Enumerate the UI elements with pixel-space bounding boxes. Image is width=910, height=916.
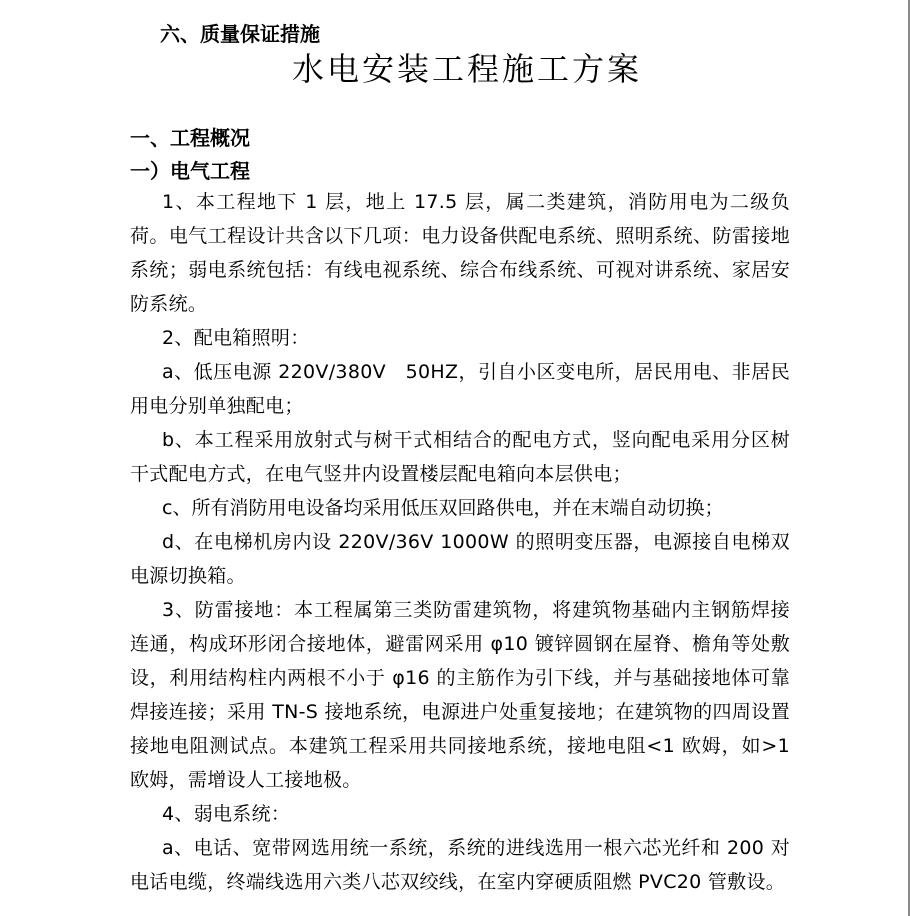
paragraph-distribution-heading: 2、配电箱照明： (162, 327, 310, 349)
paragraph-project-scope: 1、本工程地下 1 层，地上 17.5 层，属二类建筑，消防用电为二级负荷。电气工程设计共含以下几项：电力设备供配电系统、照明系统、防雷接地系统；弱电系统包括：有线电视系统、综合布线系统、可视对讲系统、家居安防系统。 (130, 191, 790, 315)
document-title: 水电安装工程施工方案 (291, 50, 642, 88)
paragraph-fire-power-supply: c、所有消防用电设备均采用低压双回路供电，并在末端自动切换； (162, 497, 724, 519)
paragraph-distribution-mode: b、本工程采用放射式与树干式相结合的配电方式，竖向配电采用分区树干式配电方式，在电气竖井内设置楼层配电箱向本层供电； (130, 429, 790, 485)
document-body (130, 185, 790, 899)
section-heading-project-overview: 一、工程概况 (130, 126, 250, 150)
paragraph-elevator-transformer: d、在电梯机房内设 220V/36V 1000W 的照明变压器，电源接自电梯双电源切换箱。 (130, 531, 790, 587)
paragraph-low-voltage-source: a、低压电源 220V/380V 50HZ，引自小区变电所，居民用电、非居民用电分别单独配电； (130, 361, 790, 417)
paragraph-telephone-broadband: a、电话、宽带网选用统一系统，系统的进线选用一根六芯光纤和 200 对电话电缆，终端线选用六类八芯双绞线，在室内穿硬质阻燃 PVC20 管敷设。 (130, 837, 790, 893)
paragraph-lightning-grounding: 3、防雷接地：本工程属第三类防雷建筑物，将建筑物基础内主钢筋焊接连通，构成环形闭合接地体，避雷网采用 φ10 镀锌圆钢在屋脊、檐角等处敷设，利用结构柱内两根不小于 φ16 的主筋作为引下线，并与基础接地体可靠焊接连接；采用 TN-S 接地系统，电源进户处重复接地；在建筑物的四周设置接地电阻测试点。本建筑工程采用共同接地系统，接地电阻<1 欧姆，如>1 欧姆，需增设人工接地极。 (130, 599, 790, 791)
paragraph-weak-current-heading: 4、弱电系统： (162, 803, 291, 825)
subsection-heading-electrical: 一）电气工程 (130, 159, 250, 183)
section-heading-quality: 六、质量保证措施 (160, 22, 320, 46)
